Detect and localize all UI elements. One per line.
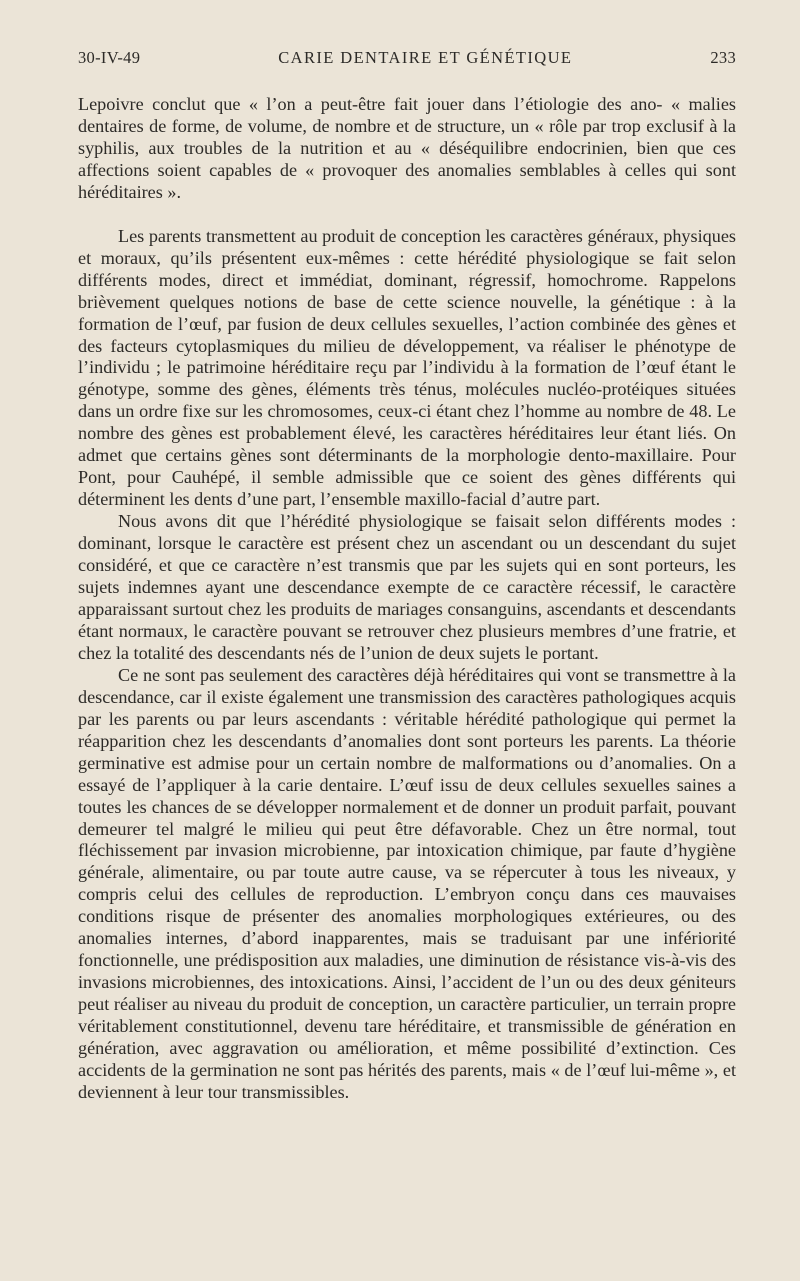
page-number: 233 [710, 48, 736, 67]
running-header [78, 48, 736, 68]
paragraph-pathological-heredity: Ce ne sont pas seulement des caractères déjà héréditaires qui vont se transmettre à la descendance, car il existe également une transmission des caractères pathologiques acquis par les parents ou par leurs ascendants : véritable hérédité pathologique qui permet la réapparition chez les descendants d’anomalies dont sont porteurs les parents. La théorie germinative est admise pour un certain nombre de malformations ou d’anomalies. On a essayé de l’appliquer à la carie dentaire. L’œuf issu de deux cellules sexuelles saines a toutes les chances de se développer normalement et de donner un produit parfait, pouvant demeurer tel malgré le milieu qui peut être défavorable. Chez un être normal, tout fléchissement par invasion microbienne, par intoxication chimique, par faute d’hygiène générale, alimentaire, ou par toute autre cause, va se répercuter à tous les niveaux, y compris celui des cellules de reproduction. L’embryon conçu dans ces mauvaises conditions risque de présenter des anomalies morphologiques extérieures, ou des anomalies internes, d’abord inapparentes, mais se traduisant par une infériorité fonctionnelle, une prédisposition aux maladies, une diminution de résistance vis-à-vis des invasions microbiennes, des intoxications. Ainsi, l’accident de l’un ou des deux géniteurs peut réaliser au niveau du produit de conception, un caractère particulier, un terrain propre véritablement constitutionnel, devenu tare héréditaire, et transmissible de génération en génération, avec aggravation ou amélioration, et même possibilité d’extinction. Ces accidents de la germination ne sont pas hérités des parents, mais « de l’œuf lui-même », et deviennent à leur tour transmissibles. [78, 664, 736, 1102]
paragraph-heredity-genetics: Les parents transmettent au produit de conception les caractères généraux, physiques et moraux, qu’ils présentent eux-mêmes : cette hérédité physiologique se fait selon différents modes, direct et immédiat, dominant, régressif, homochrome. Rappelons brièvement quelques notions de base de cette science nouvelle, la génétique : à la formation de l’œuf, par fusion de deux cellules sexuelles, l’action combinée des gènes et des facteurs cytoplasmiques du milieu de développement, va réaliser le phénotype de l’individu ; le patrimoine héréditaire reçu par l’individu à la formation de l’œuf étant le génotype, somme des gènes, éléments très ténus, molécules nucléo-protéiques situées dans un ordre fixe sur les chromosomes, ceux-ci étant chez l’homme au nombre de 48. Le nombre des gènes est probablement élevé, les caractères héréditaires leur étant liés. On admet que certains gènes sont déterminants de la morphologie dento-maxillaire. Pour Pont, pour Cauhépé, il semble admissible que ce soient des gènes différents qui déterminent les dents d’une part, l’ensemble maxillo-facial d’autre part. [78, 225, 736, 510]
document-page [78, 48, 736, 1104]
header-title: CARIE DENTAIRE ET GÉNÉTIQUE [278, 48, 573, 67]
paragraph-heredity-modes: Nous avons dit que l’hérédité physiologique se faisait selon différents modes : dominant, lorsque le caractère est présent chez un ascendant ou un descendant du sujet considéré, et que ce caractère n’est transmis que par les sujets qui en sont porteurs, les sujets indemnes ayant une descendance exempte de ce caractère récessif, le caractère apparaissant surtout chez les produits de mariages consanguins, ascendants et descendants étant normaux, le caractère pouvant se retrouver chez plusieurs membres d’une fratrie, et chez la totalité des descendants nés de l’union de deux sujets le portant. [78, 511, 736, 663]
paragraph-gap [78, 204, 736, 226]
paragraph-lepoivre-quote: Lepoivre conclut que « l’on a peut-être fait jouer dans l’étiologie des ano- « malies dentaires de forme, de volume, de nombre et de structure, un « rôle par trop exclusif à la syphilis, aux troubles de la nutrition et au « déséquilibre endocrinien, bien que ces affections soient capables de « provoquer des anomalies semblables à celles qui sont héréditaires ». [78, 94, 736, 202]
header-date: 30-IV-49 [78, 48, 141, 67]
